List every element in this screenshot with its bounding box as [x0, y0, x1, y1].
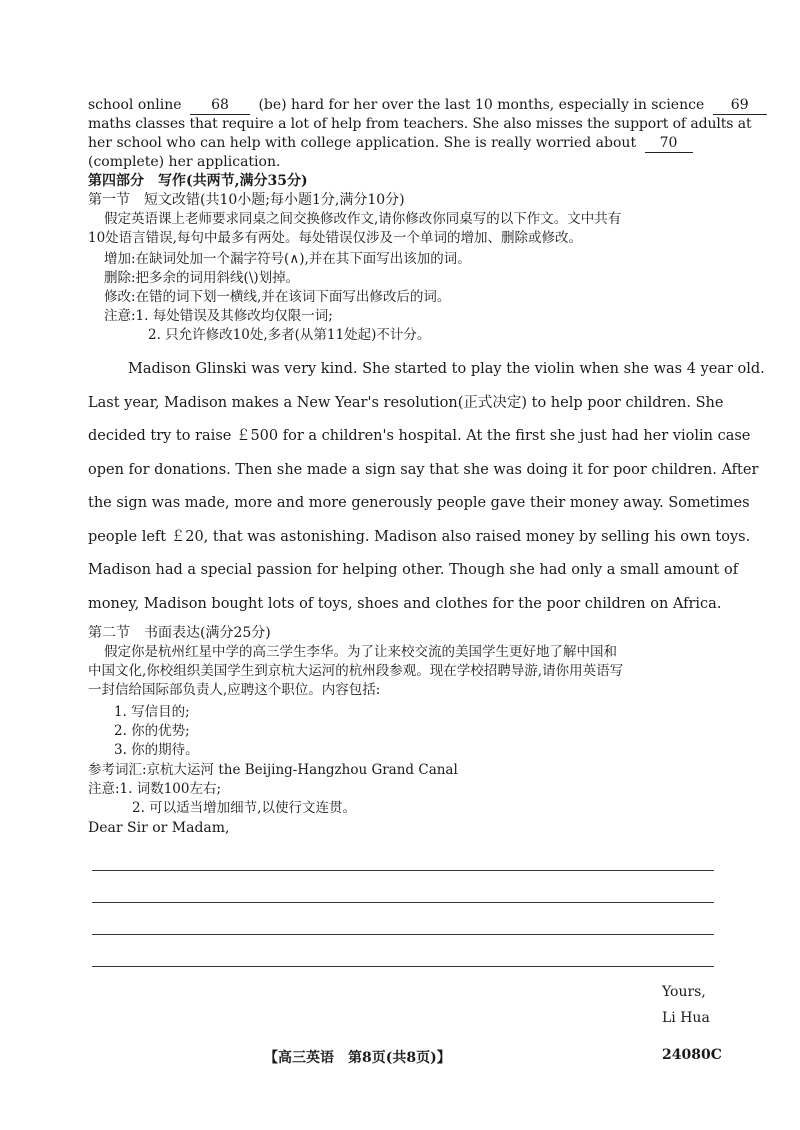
reading-line-2: maths classes that require a lot of help from teachers. She also misses the support of adults at	[88, 116, 752, 132]
instruction-2: 10处语言错误,每句中最多有两处。每处错误仅涉及一个单词的增加、删除或修改。	[88, 230, 582, 246]
note-2: 2. 可以适当增加细节,以使行文连贯。	[132, 800, 356, 816]
instruction-note-1: 注意:1. 每处错误及其修改均仅限一词;	[104, 308, 333, 324]
prompt-point-3: 3. 你的期待。	[114, 742, 199, 758]
footer-page-info: 【高三英语 第8页(共8页)】	[264, 1050, 451, 1066]
footer-code: 24080C	[662, 1047, 722, 1063]
writing-line[interactable]	[92, 902, 714, 903]
instruction-delete: 删除:把多余的词用斜线(\)划掉。	[104, 270, 300, 286]
essay-line: people left ￡20, that was astonishing. Madison also raised money by selling his own toys.	[88, 528, 751, 545]
reading-text: her school who can help with college application. She is really worried about	[88, 135, 637, 151]
section2-heading: 第二节 书面表达(满分25分)	[88, 625, 271, 641]
prompt-line-3: 一封信给国际部负责人,应聘这个职位。内容包括:	[88, 682, 381, 698]
reading-line-4: (complete) her application.	[88, 154, 281, 170]
vocab-hint: 参考词汇:京杭大运河 the Beijing-Hangzhou Grand Canal	[88, 762, 458, 778]
essay-line: Last year, Madison makes a New Year's resolution(正式决定) to help poor children. She	[88, 394, 724, 411]
closing: Yours,	[662, 984, 706, 1000]
part4-heading: 第四部分 写作(共两节,满分35分)	[88, 173, 308, 189]
blank-69: 69	[713, 96, 767, 115]
reading-line-3	[88, 134, 714, 153]
writing-line[interactable]	[92, 934, 714, 935]
blank-68: 68	[190, 96, 250, 115]
prompt-point-2: 2. 你的优势;	[114, 723, 190, 739]
note-1: 注意:1. 词数100左右;	[88, 781, 222, 797]
instruction-add: 增加:在缺词处加一个漏字符号(∧),并在其下面写出该加的词。	[104, 251, 471, 267]
instruction-modify: 修改:在错的词下划一横线,并在该词下面写出修改后的词。	[104, 289, 451, 305]
reading-line-1	[88, 96, 749, 115]
instruction-1: 假定英语课上老师要求同桌之间交换修改作文,请你修改你同桌写的以下作文。文中共有	[104, 211, 622, 227]
prompt-line-2: 中国文化,你校组织美国学生到京杭大运河的杭州段参观。现在学校招聘导游,请你用英语写	[88, 663, 624, 679]
blank-70: 70	[645, 134, 693, 153]
prompt-point-1: 1. 写信目的;	[114, 704, 190, 720]
essay-line: open for donations. Then she made a sign say that she was doing it for poor children. After	[88, 461, 759, 478]
essay-line: Madison had a special passion for helping other. Though she had only a small amount of	[88, 562, 739, 578]
section1-heading: 第一节 短文改错(共10小题;每小题1分,满分10分)	[88, 192, 405, 208]
prompt-line-1: 假定你是杭州红星中学的高三学生李华。为了让来校交流的美国学生更好地了解中国和	[104, 644, 617, 660]
essay-passage	[88, 353, 765, 621]
essay-line: money, Madison bought lots of toys, shoes and clothes for the poor children on Africa.	[88, 595, 722, 612]
reading-text: (be) hard for her over the last 10 months, especially in science	[258, 97, 705, 113]
writing-line[interactable]	[92, 966, 714, 967]
reading-text: school online	[88, 97, 182, 113]
instruction-note-2: 2. 只允许修改10处,多者(从第11处起)不计分。	[148, 327, 431, 343]
signature: Li Hua	[662, 1010, 710, 1026]
writing-line[interactable]	[92, 870, 714, 871]
essay-line: Madison Glinski was very kind. She started to play the violin when she was 4 year old.	[128, 361, 765, 377]
essay-line: decided try to raise ￡500 for a children's hospital. At the first she just had her violin case	[88, 428, 751, 444]
essay-line: the sign was made, more and more generously people gave their money away. Sometimes	[88, 495, 750, 511]
salutation: Dear Sir or Madam,	[88, 820, 230, 836]
